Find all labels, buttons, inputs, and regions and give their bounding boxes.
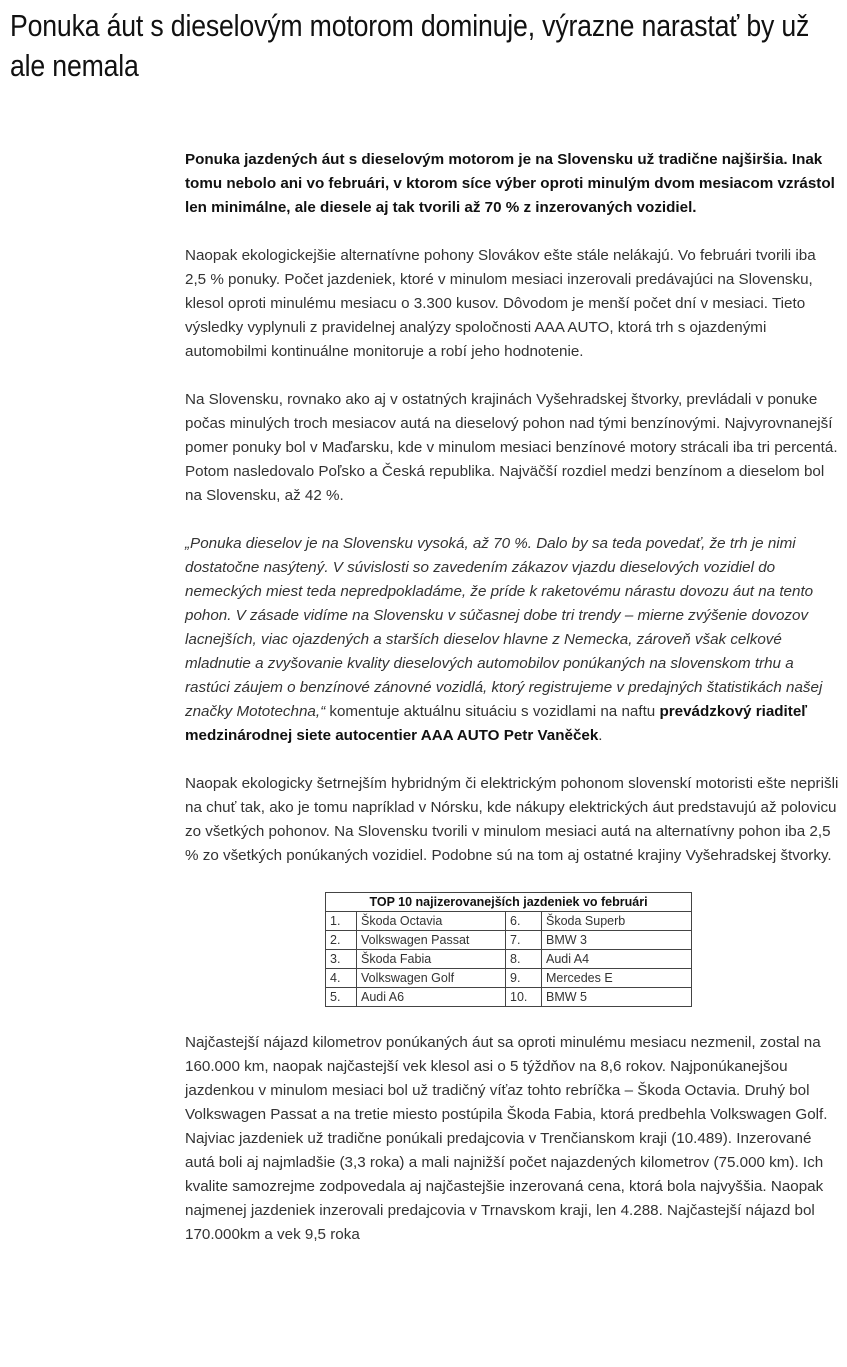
car-cell: Volkswagen Passat: [357, 931, 506, 950]
rank-cell: 5.: [326, 988, 357, 1007]
quote-speaker: prevádzkový riaditeľ medzinárodnej siete autocentier AAA AUTO Petr Vaněček: [185, 703, 808, 744]
car-cell: Škoda Fabia: [357, 950, 506, 969]
car-cell: Volkswagen Golf: [357, 969, 506, 988]
car-cell: Audi A4: [542, 950, 692, 969]
paragraph-4: Najčastejší nájazd kilometrov ponúkaných áut sa oproti minulému mesiacu nezmenil, zostal na 160.000 km, naopak najčastejší vek klesol asi o 5 týždňov na 8,6 rokov. Najponúkanejšou jazdenkou v minulom mesiaci bol už tradičný víťaz tohto rebríčka – Škoda Octavia. Druhý bol Volkswagen Passat a na tretie miesto postúpila Škoda Fabia, ktorá predbehla Volkswagen Golf. Najviac jazdeniek už tradične ponúkali predajcovia v Trenčianskom kraji (10.489). Inzerované autá boli aj najmladšie (3,3 roka) a mali najnižší počet najazdených kilometrov (75.000 km). Ich kvalite samozrejme zodpovedala aj najčastejšie inzerovaná cena, ktorá bola najvyššia. Naopak najmenej jazdeniek inzerovali predajcovia v Trnavskom kraji, len 4.288. Najčastejší nájazd bol 170.000km a vek 9,5 roka: [185, 1034, 828, 1243]
car-cell: BMW 3: [542, 931, 692, 950]
car-cell: Škoda Octavia: [357, 912, 506, 931]
paragraph-3: Naopak ekologicky šetrnejším hybridným či elektrickým pohonom slovenskí motoristi ešte neprišli na chuť tak, ako je tomu napríklad v Nórsku, kde nákupy elektrických áut predstavujú až polovicu zo všetkých pohonov. Na Slovensku tvorili v minulom mesiaci autá na alternatívny pohon iba 2,5 % zo všetkých ponúkaných vozidiel. Podobne sú na tom aj ostatné krajiny Vyšehradskej štvorky.: [185, 775, 839, 864]
rank-cell: 7.: [506, 931, 542, 950]
car-cell: Škoda Superb: [542, 912, 692, 931]
quote-end: .: [598, 727, 603, 744]
rank-cell: 6.: [506, 912, 542, 931]
article-headline: Ponuka áut s dieselovým motorom dominuje, výrazne narastať by už ale nemala: [10, 8, 810, 83]
top10-table-container: [185, 892, 840, 1007]
table-row: [326, 912, 692, 931]
table-header-row: [326, 893, 692, 912]
rank-cell: 4.: [326, 969, 357, 988]
table-row: [326, 988, 692, 1007]
paragraph-2: Na Slovensku, rovnako ako aj v ostatných krajinách Vyšehradskej štvorky, prevládali v ponuke počas minulých troch mesiacov autá na dieselový pohon nad tými benzínovými. Najvyrovnanejší pomer ponuky bol v Maďarsku, kde v minulom mesiaci benzínové motory strácali iba tri percentá. Potom nasledovalo Poľsko a Česká republika. Najväčší rozdiel medzi benzínom a dieselom bol na Slovensku, až 42 %.: [185, 391, 838, 504]
car-cell: Audi A6: [357, 988, 506, 1007]
table-row: [326, 931, 692, 950]
paragraph-1: Naopak ekologickejšie alternatívne pohony Slovákov ešte stále nelákajú. Vo februári tvorili iba 2,5 % ponuky. Počet jazdeniek, ktoré v minulom mesiaci inzerovali predávajúci na Slovensku, klesol oproti minulému mesiacu o 3.300 kusov. Dôvodom je menší počet dní v mesiaci. Tieto výsledky vyplynuli z pravidelnej analýzy spoločnosti AAA AUTO, ktorá trh s ojazdenými automobilmi kontinuálne monitoruje a robí jeho hodnotenie.: [185, 247, 816, 360]
quote-attribution: komentuje aktuálnu situáciu s vozidlami na naftu: [325, 703, 660, 720]
rank-cell: 8.: [506, 950, 542, 969]
table-row: [326, 950, 692, 969]
car-cell: BMW 5: [542, 988, 692, 1007]
table-title: TOP 10 najizerovanejších jazdeniek vo februári: [326, 893, 692, 912]
rank-cell: 10.: [506, 988, 542, 1007]
rank-cell: 3.: [326, 950, 357, 969]
rank-cell: 9.: [506, 969, 542, 988]
rank-cell: 1.: [326, 912, 357, 931]
quote-text: „Ponuka dieselov je na Slovensku vysoká, až 70 %. Dalo by sa teda povedať, že trh je nimi dostatočne nasýtený. V súvislosti so zavedením zákazov vjazdu dieselových vozidiel do nemeckých miest teda nepredpokladáme, že príde k raketovému nárastu dovozu áut na tento pohon. V zásade vidíme na Slovensku v súčasnej dobe tri trendy – mierne zvýšenie dovozov lacnejších, viac ojazdených a starších dieselov hlavne z Nemecka, zároveň však celkové mladnutie a zvyšovanie kvality dieselových automobilov ponúkaných na slovenskom trhu a rastúci záujem o benzínové zánovné vozidlá, ktorý registrujeme v predajných štatistikách našej značky Mototechna,“: [185, 535, 823, 720]
article-body: [185, 148, 840, 1271]
rank-cell: 2.: [326, 931, 357, 950]
article-lead: Ponuka jazdených áut s dieselovým motorom je na Slovensku už tradične najširšia. Inak tomu nebolo ani vo februári, v ktorom síce výber oproti minulým dvom mesiacom vzrástol len minimálne, ale diesele aj tak tvorili až 70 % z inzerovaných vozidiel.: [185, 151, 835, 216]
quote-paragraph: [185, 532, 840, 748]
table-row: [326, 969, 692, 988]
top10-table: [325, 892, 692, 1007]
car-cell: Mercedes E: [542, 969, 692, 988]
